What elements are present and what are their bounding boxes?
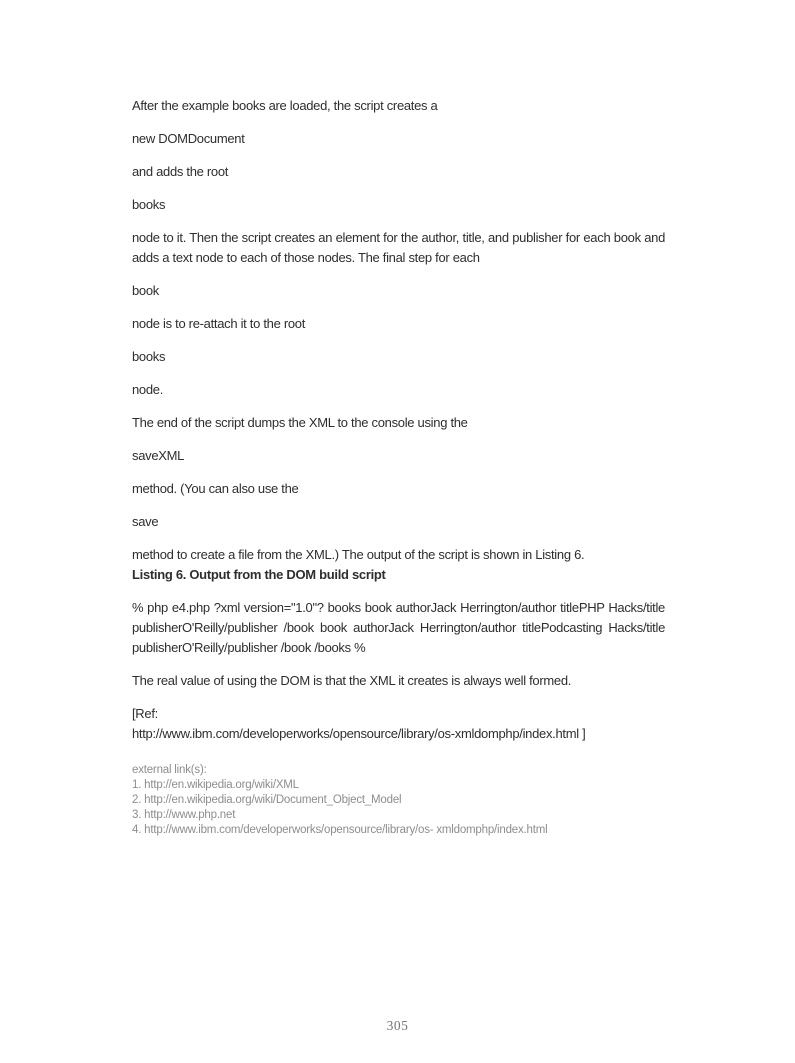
closing-paragraph: The real value of using the DOM is that the XML it creates is always well formed. xyxy=(132,673,572,688)
listing-output: % php e4.php ?xml version="1.0"? books book authorJack Herrington/author titlePHP Hacks/title publisherO'Reilly/publisher /book book authorJack Herrington/author titlePodcasting Hacks/title publisherO'Reilly/publisher /book /books % xyxy=(132,600,665,655)
external-link[interactable]: 3. http://www.php.net xyxy=(132,809,236,821)
reference-url-link[interactable]: http://www.ibm.com/developerworks/opensource/library/os-xmldomphp/index.html ] xyxy=(132,726,586,741)
body-paragraph: book xyxy=(132,283,159,298)
body-paragraph: and adds the root xyxy=(132,164,229,179)
body-paragraph: node is to re-attach it to the root xyxy=(132,316,306,331)
body-paragraph: saveXML xyxy=(132,448,185,463)
page-number: 305 xyxy=(386,1018,409,1033)
body-paragraph: method to create a file from the XML.) The output of the script is shown in Listing 6. xyxy=(132,547,585,562)
body-paragraph: books xyxy=(132,197,166,212)
body-paragraph: save xyxy=(132,514,159,529)
external-links-heading: external link(s): xyxy=(132,764,207,776)
listing-heading: Listing 6. Output from the DOM build script xyxy=(132,567,386,582)
body-paragraph: node. xyxy=(132,382,164,397)
page-content xyxy=(132,96,665,838)
body-paragraph: new DOMDocument xyxy=(132,131,245,146)
external-link[interactable]: 4. http://www.ibm.com/developerworks/opensource/library/os- xmldomphp/index.html xyxy=(132,824,548,836)
reference-prefix: [Ref: xyxy=(132,706,158,721)
body-paragraph: method. (You can also use the xyxy=(132,481,299,496)
external-link[interactable]: 1. http://en.wikipedia.org/wiki/XML xyxy=(132,779,299,791)
external-link[interactable]: 2. http://en.wikipedia.org/wiki/Document_Object_Model xyxy=(132,794,402,806)
body-paragraph: node to it. Then the script creates an element for the author, title, and publisher for each book and adds a text node to each of those nodes. The final step for each xyxy=(132,230,665,265)
body-paragraph: After the example books are loaded, the script creates a xyxy=(132,98,438,113)
body-paragraph: The end of the script dumps the XML to the console using the xyxy=(132,415,468,430)
body-paragraph: books xyxy=(132,349,166,364)
reference xyxy=(132,704,665,744)
external-links xyxy=(132,763,665,838)
